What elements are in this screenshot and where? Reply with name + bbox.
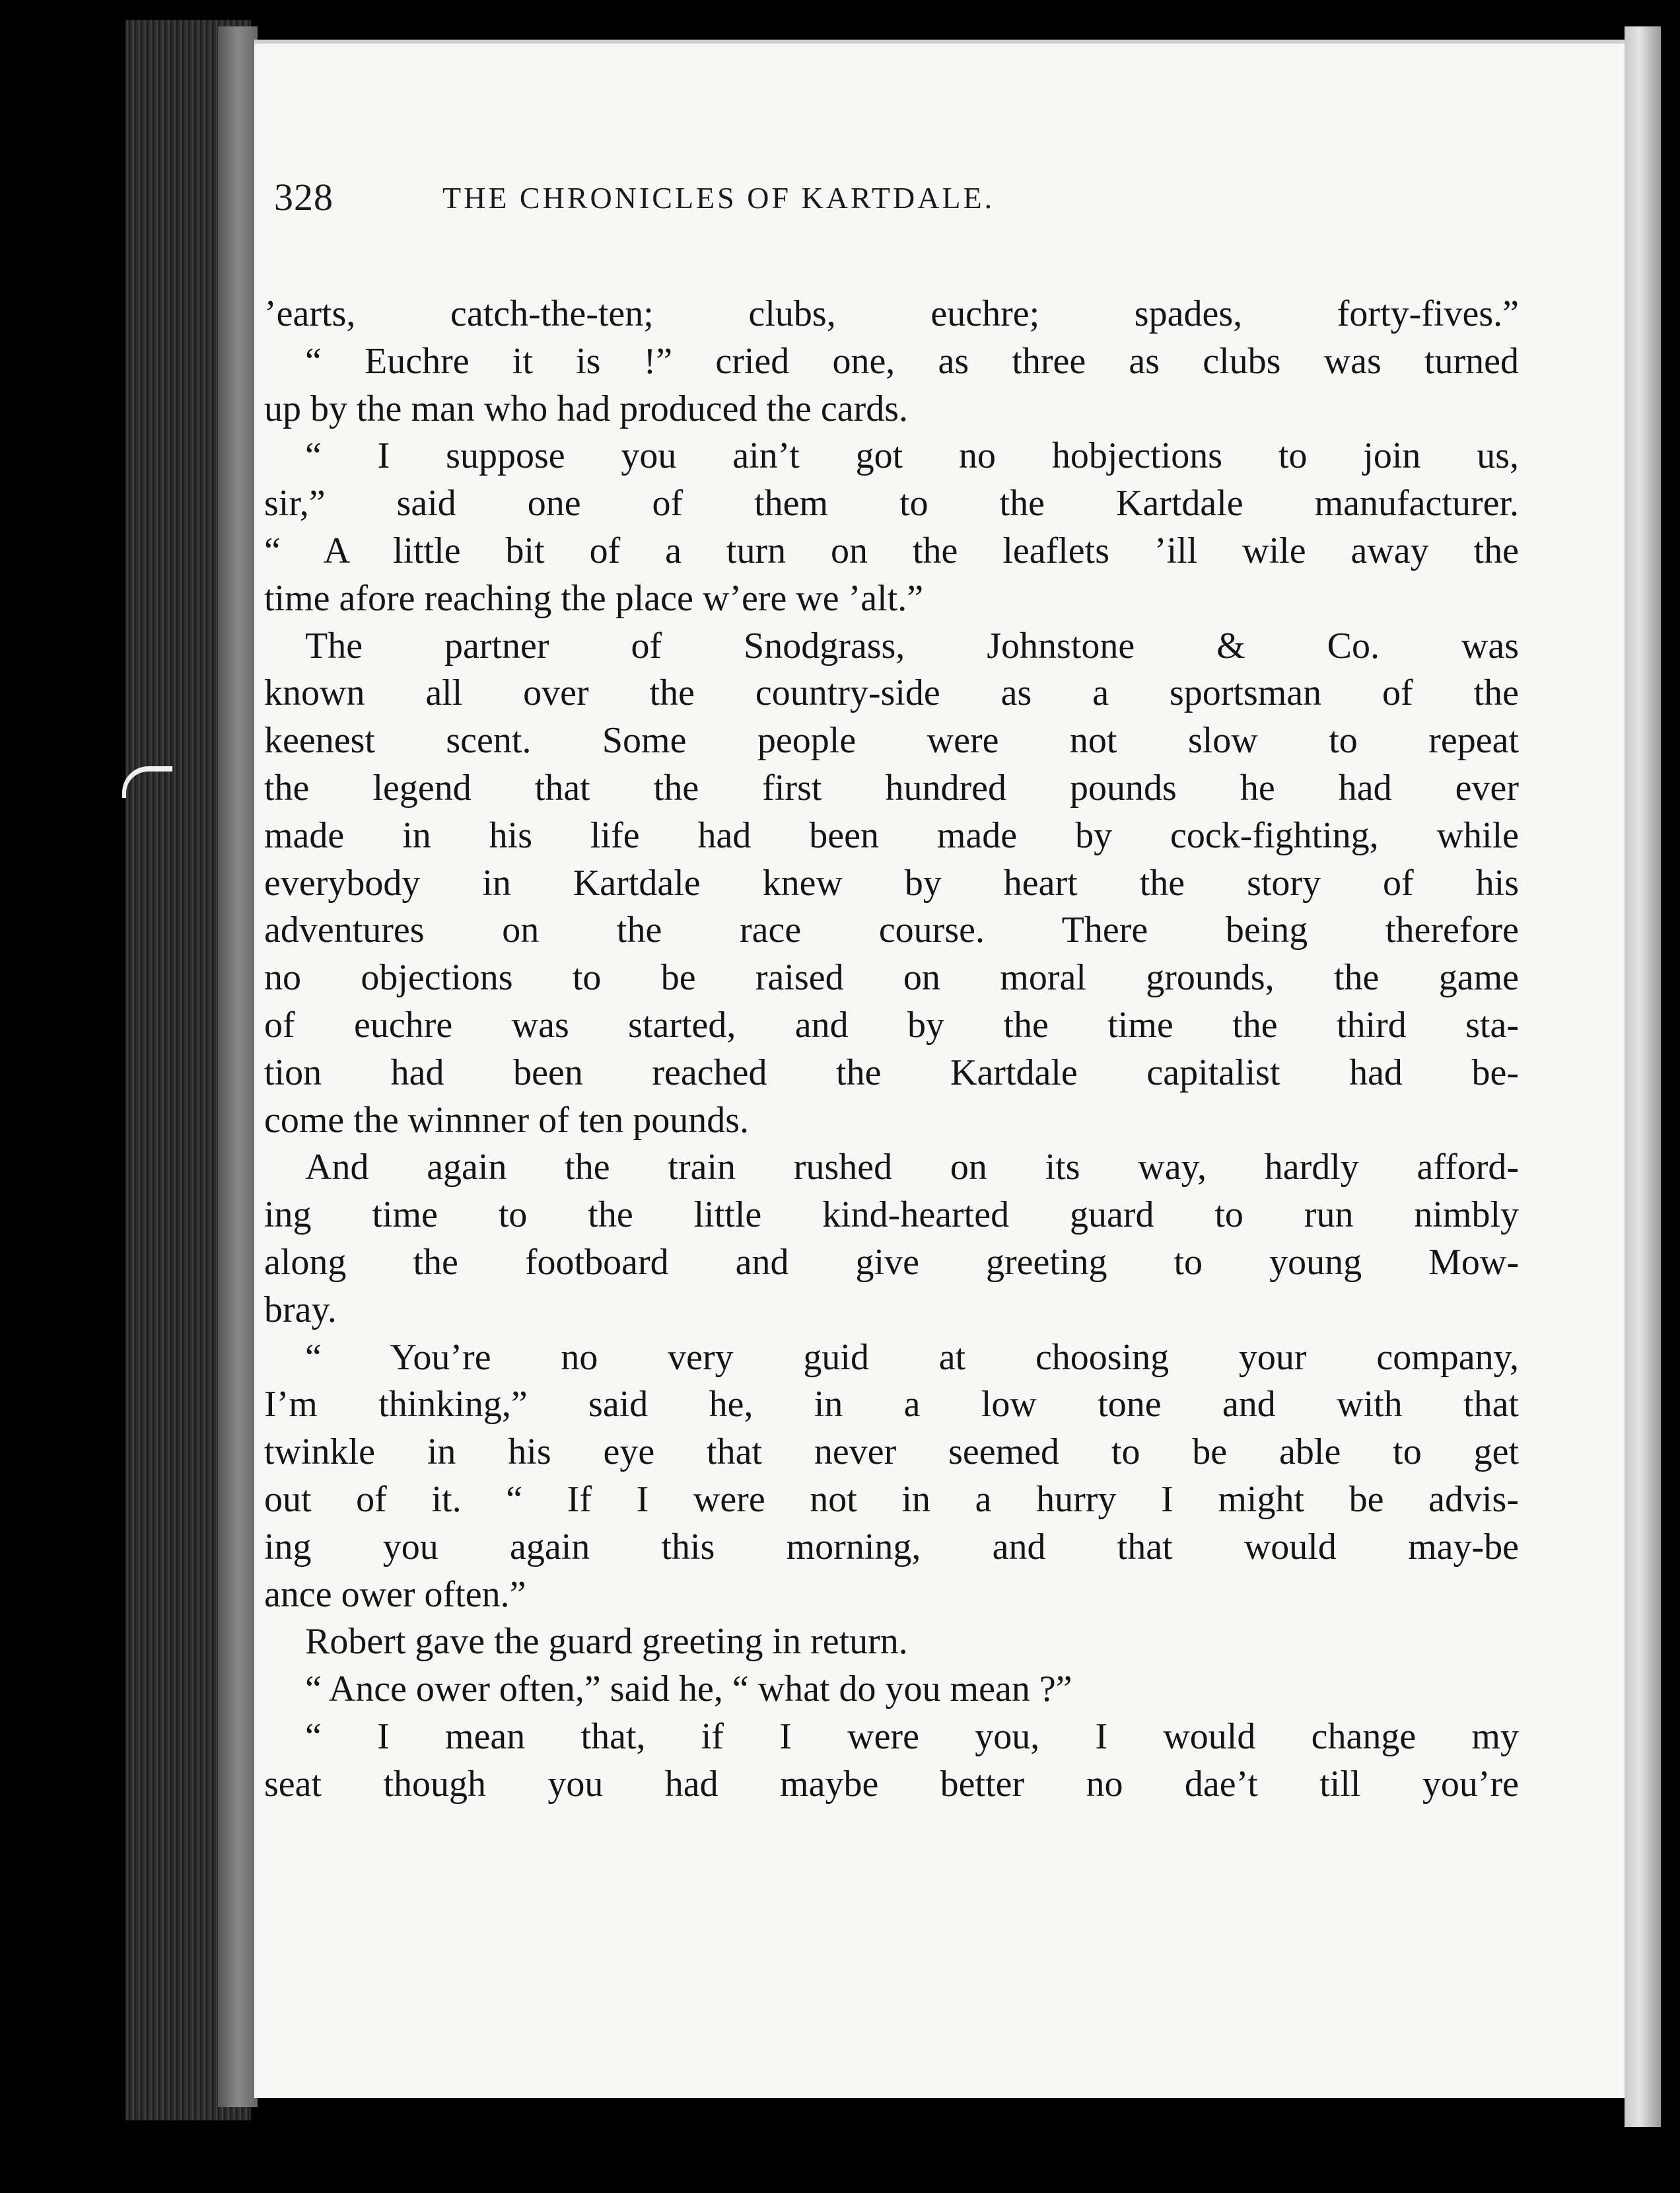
text-line: “ I suppose you ain’t got no hobjections to join us, [305,435,1519,477]
running-head [274,168,1509,241]
text-line: come the winnner of ten pounds. [264,1099,750,1141]
text-line: Robert gave the guard greeting in return. [305,1621,908,1663]
text-line: time afore reaching the place w’ere we ’alt.” [264,577,924,619]
text-line: twinkle in his eye that never seemed to be able to get [264,1431,1519,1473]
text-line: made in his life had been made by cock-fighting, while [264,814,1519,856]
text-line: ing you again this morning, and that would may-be [264,1526,1519,1567]
text-line: along the footboard and give greeting to young Mow- [264,1241,1519,1283]
text-line: ance ower often.” [264,1573,526,1615]
text-line: “ You’re no very guid at choosing your company, [305,1336,1519,1378]
text-line: adventures on the race course. There being therefore [264,910,1519,951]
book-right-edge [1625,26,1661,2127]
text-line: of euchre was started, and by the time the third sta- [264,1004,1519,1046]
running-head-title: THE CHRONICLES OF KARTDALE. [442,181,995,215]
text-line: “ I mean that, if I were you, I would change my [305,1715,1519,1757]
text-line: And again the train rushed on its way, hardly afford- [305,1147,1519,1188]
page-gutter-shadow [218,26,258,2107]
text-line: known all over the country-side as a sportsman of the [264,672,1519,714]
text-line: tion had been reached the Kartdale capitalist had be- [264,1052,1519,1093]
text-line: bray. [264,1289,337,1330]
text-line: “ A little bit of a turn on the leaflets ’ill wile away the [264,530,1519,571]
page-number: 328 [274,176,333,219]
text-line: no objections to be raised on moral grounds, the game [264,957,1519,999]
text-line: seat though you had maybe better no dae’t till you’re [264,1763,1519,1805]
text-line: ’earts, catch-the-ten; clubs, euchre; spades, forty-fives.” [264,293,1519,334]
text-line: everybody in Kartdale knew by heart the story of his [264,862,1519,904]
text-line: I’m thinking,” said he, in a low tone and with that [264,1384,1519,1425]
text-line: “ Ance ower often,” said he, “ what do you mean ?” [305,1669,1072,1710]
text-line: ing time to the little kind-hearted guard to run nimbly [264,1194,1519,1236]
text-line: keenest scent. Some people were not slow to repeat [264,720,1519,762]
text-line: the legend that the first hundred pounds he had ever [264,767,1519,809]
text-line: up by the man who had produced the cards. [264,388,909,429]
text-line: sir,” said one of them to the Kartdale manufacturer. [264,483,1519,524]
text-line: The partner of Snodgrass, Johnstone & Co. was [305,625,1519,666]
body-text [264,291,1519,1809]
text-line: “ Euchre it is !” cried one, as three as clubs was turned [305,340,1519,382]
text-line: out of it. “ If I were not in a hurry I might be advis- [264,1478,1519,1520]
